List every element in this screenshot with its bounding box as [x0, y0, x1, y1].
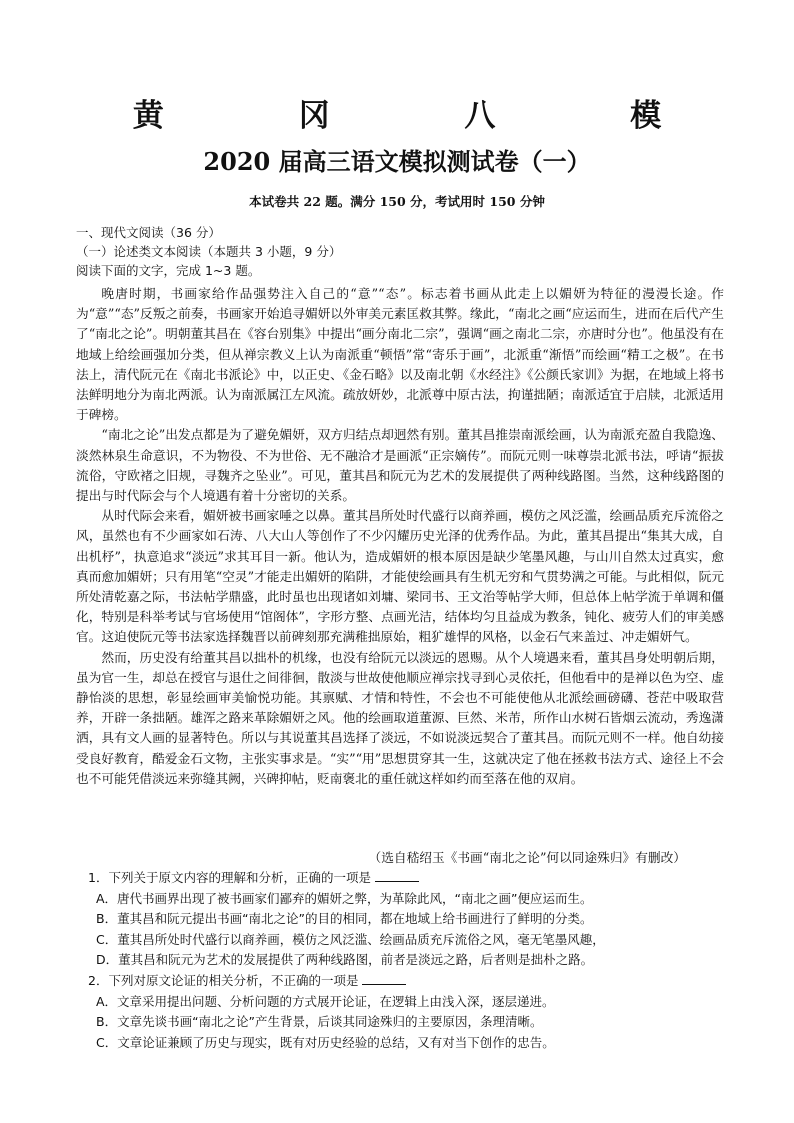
question-option: B．文章先谈书画“南北之论”产生背景，后谈其同途殊归的主要原因，条理清晰。: [96, 1014, 543, 1029]
question-option: A．唐代书画界出现了被书画家们鄙弃的媚妍之弊，为革除此风，“南北之画”便应运而生。: [96, 890, 593, 906]
question-option: B．董其昌和阮元提出书画“南北之论”的目的相同，都在地域上给书画进行了鲜明的分类。: [96, 911, 593, 926]
question-1: [88, 868, 728, 971]
question-2: [88, 971, 728, 1053]
question-option: C．文章论证兼顾了历史与现实，既有对历史经验的总结，又有对当下创作的忠告。: [96, 1034, 555, 1050]
passage-paragraph: 从时代际会来看，媚妍被书画家唾之以鼻。董其昌所处时代盛行以商养画，模仿之风泛滥，绘画品质充斥流俗之风，虽然也有不少画家如石涛、八大山人等创作了不少闪耀历史光泽的优秀作品。为此，董其昌提出“集其大成，自出机杼”，执意追求“淡远”求其耳目一新。他认为，造成媚妍的根本原因是缺少笔墨风趣，与山川自然太过真实，愈真而愈加媚妍；只有用笔“空灵”才能走出媚妍的陷阱，才能使绘画具有生机无穷和气贯势满之可能。与此相似，阮元所处清乾嘉之际，书法帖学鼎盛，此时虽也出现诸如刘墉、梁同书、王文治等帖学大师，但总体上帖学流于单调和僵化，特别是科举考试与官场使用“馆阁体”，字形方整、点画光洁，结体均匀且益成为教条，钝化、疲劳人们的审美感官。这迫使阮元等书法家选择魏晋以前碑刻那充满稚拙原始，粗犷雄悍的风格，以金石气来盖过、冲走媚妍气。: [76, 508, 724, 645]
reading-passage: [76, 284, 724, 789]
answer-blank[interactable]: [375, 869, 419, 882]
exam-note: 本试卷共 22 题。满分 150 分，考试用时 150 分钟: [249, 194, 545, 209]
exam-title: 2020 届高三语文模拟测试卷（一）: [203, 147, 591, 176]
passage-paragraph: 晚唐时期，书画家给作品强势注入自己的“意”“态”。标志着书画从此走上以媚妍为特征的漫漫长途。作为“意”“态”反叛之前奏，书画家开始追寻媚妍以外审美元素匡救其弊。缘此，“南北之画“应运而生，进而在后代产生了“南北之论”。明朝董其昌在《容台别集》中提出“画分南北二宗”，强调“画之南北二宗，亦唐时分也”。他虽没有在地域上给绘画强加分类，但从禅宗教义上认为南派重“顿悟”常“寄乐于画”，北派重“渐悟”而绘画“精工之极”。在书法上，清代阮元在《南北书派论》中，以正史、《金石略》以及南北朝《水经注》《公颜氏家训》为据，在地域上将书法鲜明地分为南北两派。认为南派属江左风流。疏放妍妙，北派尊中原古法，拘谨拙陋；南派适宜于启牍，北派适用于碑榜。: [76, 286, 724, 423]
reading-instruction: 阅读下面的文字，完成 1~3 题。: [76, 263, 261, 278]
passage-paragraph: “南北之论”出发点都是为了避免媚妍，双方归结点却迥然有别。董其昌推崇南派绘画，认为南派充盈自我隐逸、淡然林泉生命意识，不为物役、不为世俗、无不融洽才是画派“正宗嫡传”。而阮元则一味尊崇北派书法，呼请“振拔流俗，守欧褚之旧规，寻魏齐之坠业”。可见，董其昌和阮元为艺术的发展提供了两种线路图。当然，这种线路图的提出与时代际会与个人境遇有着十分密切的关系。: [76, 427, 724, 504]
question-option: D．董其昌和阮元为艺术的发展提供了两种线路图，前者是淡远之路，后者则是拙朴之路。: [96, 952, 594, 967]
question-option: C．董其昌所处时代盛行以商养画，模仿之风泛滥、绘画品质充斥流俗之风，毫无笔墨风趣，: [96, 931, 605, 947]
section-heading: 一、现代文阅读（36 分）: [76, 225, 221, 240]
question-stem: 2．下列对原文论证的相关分析，不正确的一项是: [88, 971, 728, 992]
question-option: A．文章采用提出问题、分析问题的方式展开论证，在逻辑上由浅入深，逐层递进。: [96, 993, 555, 1009]
passage-paragraph: 然而，历史没有给董其昌以拙朴的机缘，也没有给阮元以淡远的恩赐。从个人境遇来看，董其昌身处明朝后期，虽为官一生，却总在授官与退仕之间徘徊，散淡与世故使他顺应禅宗找寻到心灵依托，但他看中的是禅以色为空、虚静怡淡的思想，彰显绘画审美愉悦功能。其禀赋、才情和特性，不会也不可能使他从北派绘画磅礴、苍茫中吸取营养，开辟一条拙陋。雄浑之路来革除媚妍之风。他的绘画取道董源、巨然、米芾，所作山水树石皆烟云流动，秀逸潇洒，具有文人画的显著特色。所以与其说董其昌选择了淡远，不如说淡远契合了董其昌。而阮元则不一样。他自幼接受良好教育，酷爱金石文物，主张实事求是。“实”“用”思想贯穿其一生，这就决定了他在拯救书法方式、途径上不会也不可能凭借淡远来弥缝其阙，兴碑抑帖，贬南褒北的重任就这样如约而至落在他的双肩。: [76, 649, 724, 786]
answer-blank[interactable]: [362, 972, 406, 985]
question-stem: 1．下列关于原文内容的理解和分析，正确的一项是: [88, 868, 728, 889]
exam-series-title: 黄 冈 八 模: [132, 98, 724, 134]
subsection-heading: （一）论述类文本阅读（本题共 3 小题，9 分）: [76, 244, 342, 259]
passage-source: （选自嵇绍玉《书画“南北之论”何以同途殊归》有删改）: [368, 850, 686, 865]
